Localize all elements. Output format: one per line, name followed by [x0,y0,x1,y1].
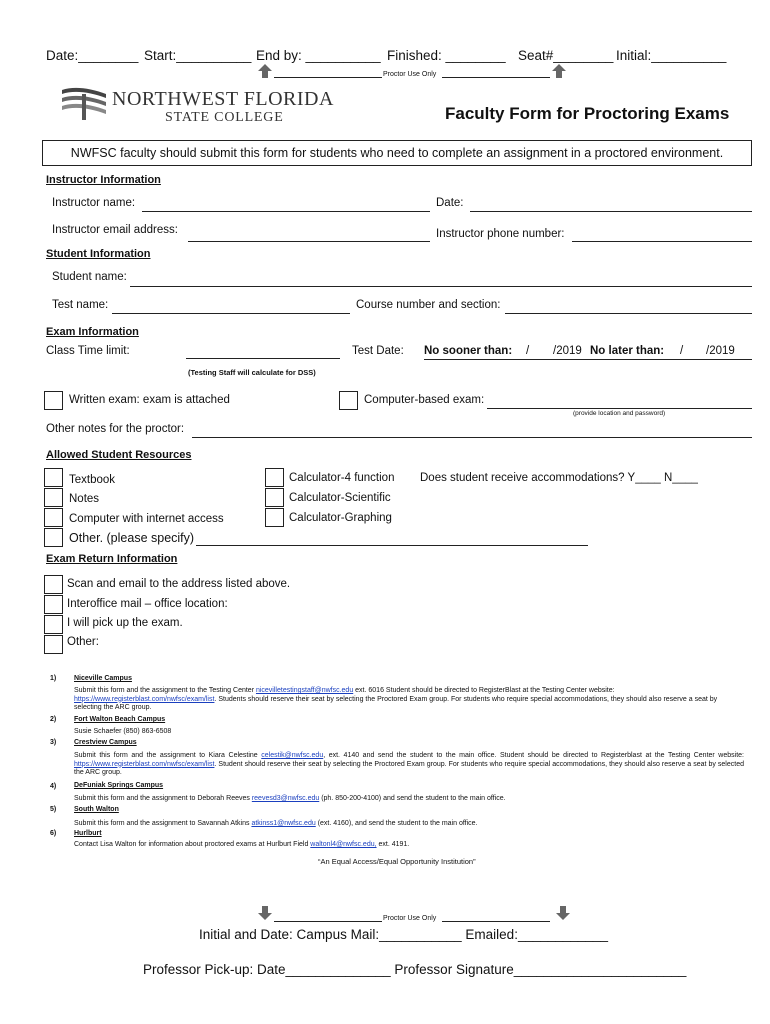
instructor-phone-field[interactable] [572,241,752,242]
campus-name: Niceville Campus [74,675,132,682]
campus-name: Hurlburt [74,830,102,837]
other-resource-checkbox[interactable] [44,528,63,547]
campus-email-link[interactable]: reevesd3@nwfsc.edu [251,795,320,802]
calc-sci-checkbox[interactable] [265,488,284,507]
computer-access-label: Computer with internet access [69,513,224,525]
accommodations-label: Does student receive accommodations? Y____ N____ [420,472,698,484]
proctor-use-only-top: Proctor Use Only [383,71,437,78]
location-note: (provide location and password) [573,410,666,417]
instructor-phone-label: Instructor phone number: [436,228,565,240]
initial-date-campus-mail: Initial and Date: Campus Mail:___________ Emailed:____________ [199,927,609,942]
campus-number: 4) [50,783,57,790]
campus-number: 6) [50,830,57,837]
proctor-line-left [274,77,382,78]
textbook-label: Textbook [69,474,116,486]
campus-body: Submit this form and the assignment to the Testing Center nicevilletestingstaff@nwfsc.edu ext. 6016 Student should be directed to RegisterBlast at the Testing Center website: https://www.registerblast.com/nwfsc/exam/list. Students should reserve their seat by selecting the Proctored Exam group. For students who require special accommodations, they should also reserve a seat by selecting the ARC group. [74,687,718,711]
campus-number: 1) [50,675,57,682]
campus-body: Susie Schaefer (850) 863-6508 [74,728,172,735]
proctor-line-right [442,77,550,78]
calc-sci-label: Calculator-Scientific [289,492,391,504]
dss-note: (Testing Staff will calculate for DSS) [188,368,316,377]
form-title: Faculty Form for Proctoring Exams [445,104,730,123]
campus-name: Crestview Campus [74,739,137,746]
campus-email-link[interactable]: nicevilletestingstaff@nwfsc.edu [255,687,354,694]
exam-info-heading: Exam Information [46,326,139,338]
student-name-label: Student name: [52,271,127,283]
campus-body: Contact Lisa Walton for information about proctored exams at Hurlburt Field waltonl4@nwfsc.edu, ext. 4191. [74,841,410,848]
calc4-label: Calculator-4 function [289,472,395,484]
instructor-date-field[interactable] [470,211,752,212]
notice-box: NWFSC faculty should submit this form for students who need to complete an assignment in a proctored environment. [42,140,752,166]
textbook-checkbox[interactable] [44,468,63,487]
logo-text-line2: STATE COLLEGE [165,110,284,125]
campus-number: 2) [50,716,57,723]
no-sooner-label: No sooner than: [424,345,513,357]
student-name-field[interactable] [130,286,752,287]
finished-field-label: Finished: ________ [387,48,506,63]
other-notes-label: Other notes for the proctor: [46,423,185,435]
computer-exam-field[interactable] [487,408,752,409]
test-date-label: Test Date: [352,345,404,357]
proctor-use-only-bottom: Proctor Use Only [383,915,437,922]
campus-body: Submit this form and the assignment to Kiara Celestine celestik@nwfsc.edu, ext. 4140 and send the student to the main office. Student should be directed to Registerblast at the Testing Center website: https://www.registerblast.com/nwfsc/exam/list. Student should reserve their seat by selecting the Proctored Exam group. For students who require special accommodations, they should also reserve a seat by selected the ARC group. [74,752,744,776]
date-field-label: Date:________ [46,48,139,63]
written-exam-checkbox[interactable] [44,391,63,410]
course-section-label: Course number and section: [356,299,501,311]
pickup-checkbox[interactable] [44,615,63,634]
calc4-checkbox[interactable] [265,468,284,487]
computer-exam-label: Computer-based exam: [364,394,485,406]
campus-body: Submit this form and the assignment to Deborah Reeves reevesd3@nwfsc.edu (ph. 850-200-4100) and send the student to the main office. [74,795,506,802]
campus-email-link[interactable]: waltonl4@nwfsc.edu, [310,841,377,848]
no-later-year: /2019 [706,345,735,357]
campus-name: South Walton [74,806,119,813]
campus-email-link[interactable]: atkinss1@nwfsc.edu [251,820,316,827]
no-later-slash: / [680,345,684,357]
interoffice-checkbox[interactable] [44,595,63,614]
time-limit-label: Class Time limit: [46,345,130,357]
notes-checkbox[interactable] [44,488,63,507]
other-resource-label: Other. (please specify) [69,531,195,545]
calc-graph-label: Calculator-Graphing [289,512,392,524]
resources-heading: Allowed Student Resources [46,449,192,461]
campus-name: DeFuniak Springs Campus [74,782,164,789]
instructor-email-field[interactable] [188,241,430,242]
campus-body: Submit this form and the assignment to Savannah Atkins atkinss1@nwfsc.edu (ext. 4160), and send the student to the main office. [74,820,478,827]
start-field-label: Start:__________ [144,48,252,63]
logo-text-line1: NORTHWEST FLORIDA [112,88,334,110]
calc-graph-checkbox[interactable] [265,508,284,527]
campus-number: 5) [50,806,57,813]
pickup-label: I will pick up the exam. [67,617,183,629]
instructor-name-label: Instructor name: [52,197,136,209]
student-info-heading: Student Information [46,248,151,260]
notes-label: Notes [69,493,100,505]
instructor-email-label: Instructor email address: [52,224,178,236]
registerblast-link[interactable]: https://www.registerblast.com/nwfsc/exam/list [74,695,215,703]
other-return-checkbox[interactable] [44,635,63,654]
written-exam-label: Written exam: exam is attached [69,394,230,406]
other-return-label: Other: [67,636,99,648]
proctor-line-left [274,921,382,922]
campus-name: Fort Walton Beach Campus [74,716,166,723]
proctor-line-right [442,921,550,922]
scan-email-checkbox[interactable] [44,575,63,594]
scan-email-label: Scan and email to the address listed above. [67,578,291,590]
no-sooner-year: /2019 [553,345,582,357]
arrow-down-icon [556,906,570,920]
instructor-info-heading: Instructor Information [46,174,161,186]
time-limit-field[interactable] [186,358,340,359]
test-name-field[interactable] [112,313,350,314]
return-info-heading: Exam Return Information [46,553,178,565]
other-resource-field[interactable] [196,545,588,546]
end-by-field-label: End by: __________ [256,48,381,63]
campus-email-link[interactable]: celestik@nwfsc.edu [261,752,324,759]
no-sooner-slash: / [526,345,530,357]
course-section-field[interactable] [505,313,752,314]
computer-access-checkbox[interactable] [44,508,63,527]
registerblast-link[interactable]: https://www.registerblast.com/nwfsc/exam/list [74,760,215,768]
no-later-label: No later than: [590,345,665,357]
instructor-name-field[interactable] [142,211,430,212]
seat-field-label: Seat#________ [518,48,614,63]
computer-exam-checkbox[interactable] [339,391,358,410]
equal-access-statement: “An Equal Access/Equal Opportunity Institution” [318,857,476,866]
campus-number: 3) [50,739,57,746]
arrow-up-icon [258,64,272,78]
instructor-date-label: Date: [436,197,464,209]
test-date-field[interactable] [424,359,752,360]
initial-field-label: Initial:__________ [616,48,727,63]
arrow-down-icon [258,906,272,920]
arrow-up-icon [552,64,566,78]
test-name-label: Test name: [52,299,109,311]
other-notes-field[interactable] [192,437,752,438]
college-logo-icon [60,86,108,122]
interoffice-label: Interoffice mail – office location: [67,598,228,610]
professor-pickup-signature: Professor Pick-up: Date______________ Professor Signature_______________________ [143,962,687,977]
